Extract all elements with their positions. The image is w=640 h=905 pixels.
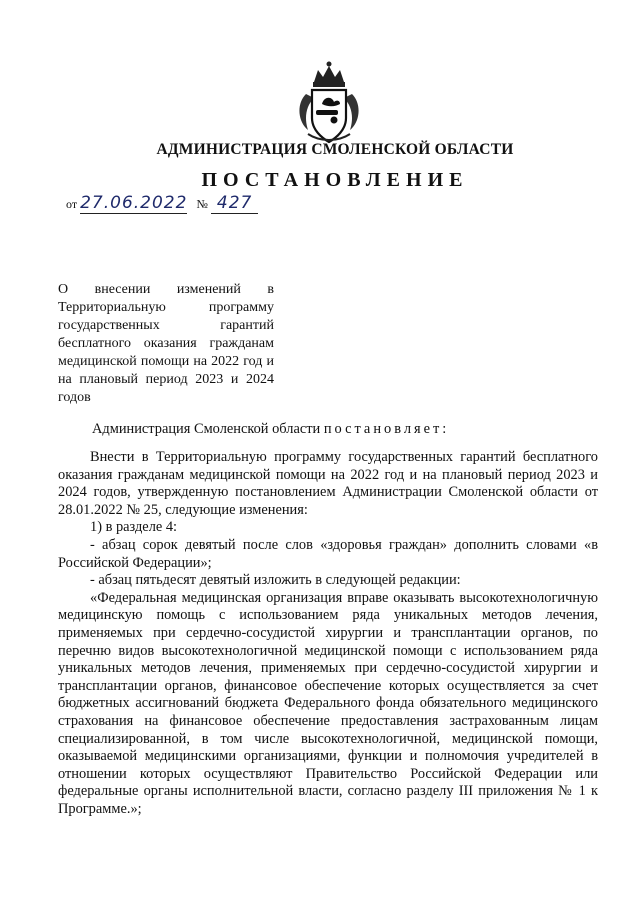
- body-paragraph: - абзац сорок девятый после слов «здоровья граждан» дополнить словами «в Российской Федерации»;: [58, 536, 598, 571]
- coat-of-arms-emblem: [296, 60, 362, 146]
- preamble: [92, 421, 449, 438]
- body-paragraph: - абзац пятьдесят девятый изложить в следующей редакции:: [90, 572, 461, 589]
- preamble-text: Администрация Смоленской области: [92, 421, 321, 437]
- document-body: [58, 449, 598, 818]
- preamble-spaced: постановляет:: [323, 421, 450, 437]
- number-prefix: №: [196, 197, 208, 211]
- organization-name: АДМИНИСТРАЦИЯ СМОЛЕНСКОЙ ОБЛАСТИ: [156, 141, 514, 158]
- date-number-line: [66, 193, 258, 214]
- body-paragraph: 1) в разделе 4:: [90, 519, 178, 536]
- document-date: 27.06.2022: [80, 193, 188, 213]
- date-prefix: от: [66, 197, 78, 211]
- document-subject: О внесении изменений в Территориальную программу государственных гарантий бесплатного оказания гражданам медицинской помощи на 2022 год и на плановый период 2023 и 2024 годов: [58, 282, 274, 405]
- document-number: 427: [216, 193, 253, 213]
- body-paragraph: Внести в Территориальную программу государственных гарантий бесплатного оказания гражданам медицинской помощи на 2022 год и на плановый период 2023 и 2024 годов, утвержденную постановлением Администрации Смоленской области от 28.01.2022 № 25, следующие изменения:: [58, 449, 598, 518]
- body-paragraph: «Федеральная медицинская организация вправе оказывать высокотехнологичную медицинскую помощь с использованием ряда уникальных методов лечения, применяемых при сердечно-сосудистой хирургии и трансплантации органов, по перечню видов высокотехнологичной медицинской помощи с использованием ряда уникальных методов лечения, применяемых при сердечно-сосудистой хирургии и трансплантации органов, финансовое обеспечение которых осуществляется за счет бюджетных ассигнований бюджета Федерального фонда обязательного медицинского страхования на финансовое обеспечение предоставления застрахованным лицам специализированной, в том числе высокотехнологичной, медицинской помощи, оказываемой медицинскими организациями, функции и полномочия учредителей в отношении которых осуществляют Правительство Российской Федерации или федеральные органы исполнительной власти, согласно разделу III приложения № 1 к Программе.»;: [58, 589, 598, 817]
- document-title: ПОСТАНОВЛЕНИЕ: [201, 169, 469, 191]
